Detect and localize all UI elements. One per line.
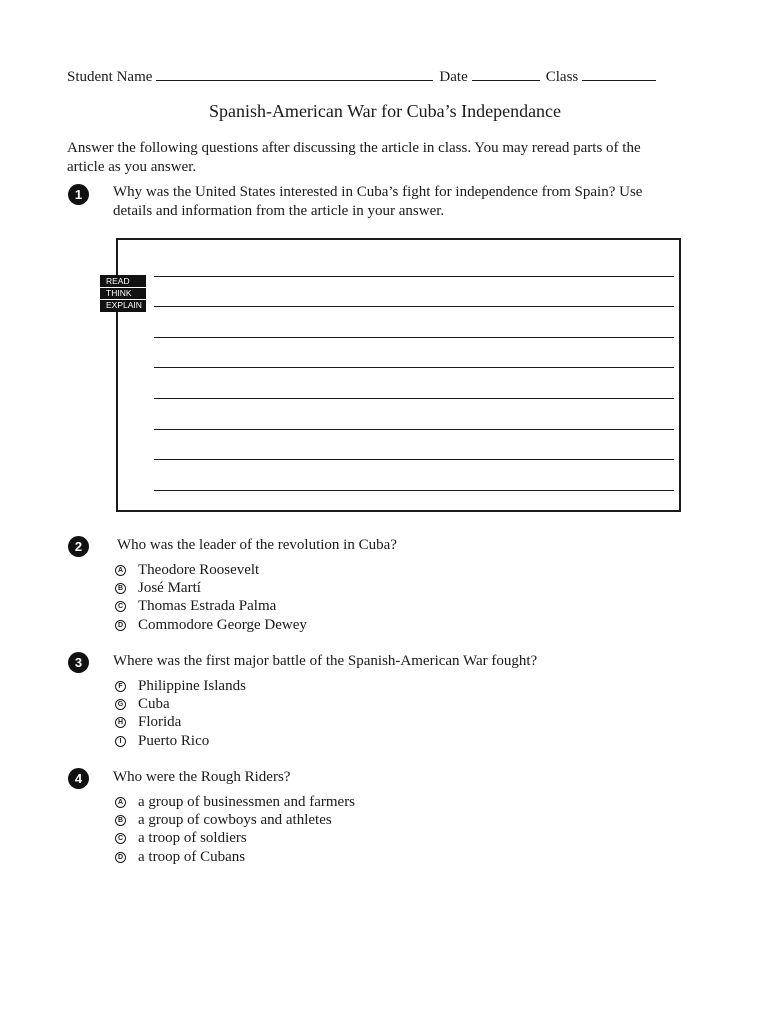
rte-explain: EXPLAIN	[106, 300, 142, 310]
question-2-options	[115, 561, 307, 634]
answer-bubble[interactable]: A	[115, 797, 126, 808]
answer-option[interactable]	[115, 830, 355, 848]
answer-bubble[interactable]: H	[115, 717, 126, 728]
option-text: a group of businessmen and farmers	[138, 793, 356, 810]
option-text: a troop of soldiers	[138, 830, 247, 847]
question-number-1: 1	[68, 184, 89, 205]
answer-option[interactable]	[115, 732, 246, 750]
answer-bubble[interactable]: D	[115, 620, 126, 631]
writing-line[interactable]	[154, 398, 674, 399]
student-info-header	[67, 66, 679, 86]
answer-option[interactable]	[115, 811, 355, 829]
question-number-2: 2	[68, 536, 89, 557]
question-4-text: Who were the Rough Riders?	[113, 769, 291, 785]
answer-bubble[interactable]: G	[115, 699, 126, 710]
writing-line[interactable]	[154, 337, 674, 338]
answer-bubble[interactable]: C	[115, 601, 126, 612]
answer-bubble[interactable]: I	[115, 736, 126, 747]
option-text: Commodore George Dewey	[138, 616, 307, 633]
answer-option[interactable]	[115, 616, 307, 634]
answer-option[interactable]	[115, 793, 355, 811]
answer-option[interactable]	[115, 714, 246, 732]
option-text: Florida	[138, 714, 182, 731]
answer-box[interactable]	[116, 238, 681, 512]
class-field[interactable]	[582, 66, 656, 81]
option-text: Cuba	[138, 695, 170, 712]
answer-option[interactable]	[115, 561, 307, 579]
answer-option[interactable]	[115, 677, 246, 695]
question-4-options	[115, 793, 355, 866]
writing-line[interactable]	[154, 306, 674, 307]
student-name-label: Student Name	[67, 69, 153, 85]
answer-option[interactable]	[115, 848, 355, 866]
answer-bubble[interactable]: C	[115, 833, 126, 844]
question-1-text: Why was the United States interested in Cuba’s fight for independence from Spain? Use details and information from the article in your answer.	[113, 184, 643, 219]
student-name-field[interactable]	[156, 66, 433, 81]
option-text: Theodore Roosevelt	[138, 561, 260, 578]
rte-think: THINK	[100, 288, 146, 300]
option-text: a group of cowboys and athletes	[138, 811, 332, 828]
writing-line[interactable]	[154, 459, 674, 460]
option-text: Puerto Rico	[138, 732, 210, 749]
writing-line[interactable]	[154, 429, 674, 430]
question-2-text: Who was the leader of the revolution in Cuba?	[117, 537, 397, 553]
answer-bubble[interactable]: B	[115, 815, 126, 826]
option-text: José Martí	[138, 579, 201, 596]
answer-bubble[interactable]: F	[115, 681, 126, 692]
instructions: Answer the following questions after discussing the article in class. You may reread parts of the article as you answer.	[67, 140, 641, 175]
answer-option[interactable]	[115, 579, 307, 597]
page-title: Spanish-American War for Cuba’s Independance	[208, 101, 562, 121]
writing-line[interactable]	[154, 276, 674, 277]
question-3-text: Where was the first major battle of the Spanish-American War fought?	[113, 653, 538, 669]
date-field[interactable]	[472, 66, 540, 81]
answer-bubble[interactable]: D	[115, 852, 126, 863]
answer-bubble[interactable]: B	[115, 583, 126, 594]
rte-read: READ	[100, 276, 146, 288]
date-label: Date	[439, 69, 468, 85]
question-3-options	[115, 677, 246, 750]
answer-bubble[interactable]: A	[115, 565, 126, 576]
answer-option[interactable]	[115, 598, 307, 616]
question-number-4: 4	[68, 768, 89, 789]
option-text: Thomas Estrada Palma	[138, 598, 277, 615]
answer-option[interactable]	[115, 695, 246, 713]
option-text: Philippine Islands	[138, 677, 246, 694]
option-text: a troop of Cubans	[138, 848, 246, 865]
class-label: Class	[545, 69, 579, 85]
writing-line[interactable]	[154, 367, 674, 368]
writing-line[interactable]	[154, 490, 674, 491]
read-think-explain-badge	[100, 275, 146, 312]
question-number-3: 3	[68, 652, 89, 673]
